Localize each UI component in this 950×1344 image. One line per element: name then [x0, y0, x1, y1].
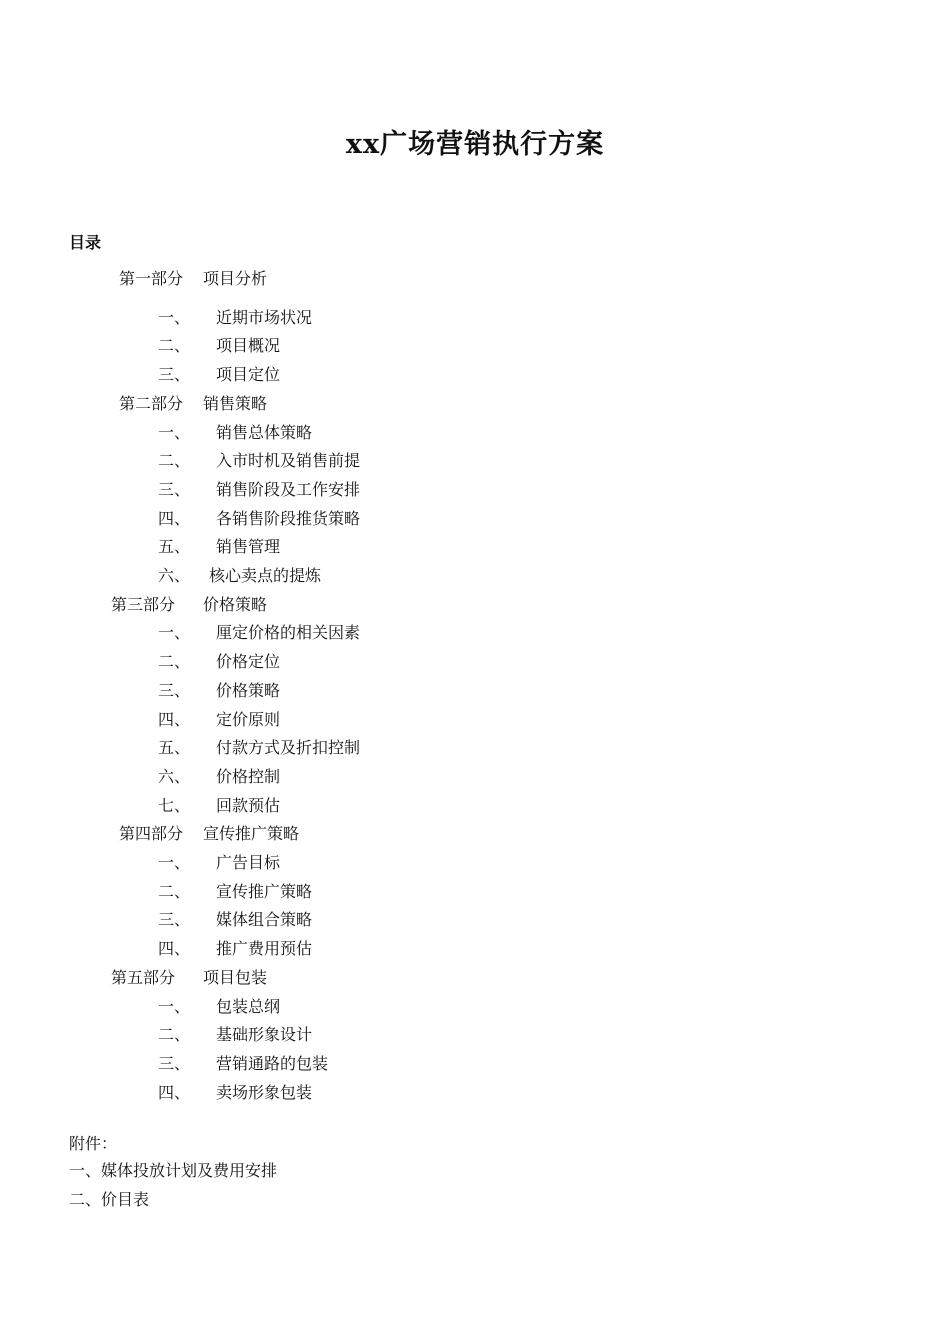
toc-number: 二、 [158, 882, 191, 901]
toc-number: 三、 [158, 910, 191, 929]
toc-number: 三、 [158, 1054, 191, 1073]
toc-number: 一、 [158, 423, 191, 442]
toc-text: 销售总体策略 [216, 423, 313, 442]
attachments-label: 附件： [69, 1134, 118, 1153]
toc-number: 四、 [158, 509, 191, 528]
toc-text: 入市时机及销售前提 [216, 451, 361, 470]
toc-text: 销售策略 [203, 394, 268, 413]
toc-text: 项目分析 [203, 269, 268, 288]
toc-text: 厘定价格的相关因素 [216, 623, 361, 642]
toc-number: 二、 [158, 451, 191, 470]
toc-text: 销售管理 [216, 537, 281, 556]
toc-text: 近期市场状况 [216, 308, 313, 327]
toc-text: 项目包装 [203, 968, 268, 987]
toc-number: 四、 [158, 1083, 191, 1102]
toc-text: 营销通路的包装 [216, 1054, 329, 1073]
toc-number: 第五部分 [111, 968, 176, 987]
toc-text: 媒体组合策略 [216, 910, 313, 929]
toc-number: 二、 [158, 652, 191, 671]
toc-text: 基础形象设计 [216, 1025, 313, 1044]
toc-number: 第四部分 [119, 824, 184, 843]
toc-text: 回款预估 [216, 796, 281, 815]
toc-text: 付款方式及折扣控制 [216, 738, 361, 757]
toc-number: 四、 [158, 710, 191, 729]
toc-number: 二、 [158, 336, 191, 355]
attachment-item: 一、媒体投放计划及费用安排 [69, 1161, 278, 1180]
toc-number: 三、 [158, 365, 191, 384]
toc-number: 七、 [158, 796, 191, 815]
toc-number: 六、 [158, 767, 191, 786]
toc-text: 推广费用预估 [216, 939, 313, 958]
toc-number: 二、 [158, 1025, 191, 1044]
toc-text: 广告目标 [216, 853, 281, 872]
toc-text: 项目定位 [216, 365, 281, 384]
toc-number: 第二部分 [119, 394, 184, 413]
toc-number: 一、 [158, 997, 191, 1016]
toc-text: 价格策略 [216, 681, 281, 700]
toc-text: 销售阶段及工作安排 [216, 480, 361, 499]
toc-text: 宣传推广策略 [203, 824, 300, 843]
toc-text: 价格定位 [216, 652, 281, 671]
toc-text: 包装总纲 [216, 997, 281, 1016]
toc-number: 第一部分 [119, 269, 184, 288]
toc-number: 一、 [158, 853, 191, 872]
toc-text: 项目概况 [216, 336, 281, 355]
toc-number: 五、 [158, 738, 191, 757]
toc-number: 三、 [158, 681, 191, 700]
toc-number: 五、 [158, 537, 191, 556]
toc-text: 宣传推广策略 [216, 882, 313, 901]
toc-number: 六、 [158, 566, 191, 585]
attachment-item: 二、价目表 [69, 1190, 150, 1209]
toc-text: 定价原则 [216, 710, 281, 729]
document-title: xx广场营销执行方案 [345, 129, 605, 160]
toc-text: 各销售阶段推货策略 [216, 509, 361, 528]
toc-number: 第三部分 [111, 595, 176, 614]
toc-number: 四、 [158, 939, 191, 958]
toc-number: 一、 [158, 623, 191, 642]
toc-text: 核心卖点的提炼 [209, 566, 322, 585]
toc-text: 价格控制 [216, 767, 281, 786]
toc-number: 三、 [158, 480, 191, 499]
toc-text: 卖场形象包装 [216, 1083, 313, 1102]
toc-number: 一、 [158, 308, 191, 327]
toc-text: 价格策略 [203, 595, 268, 614]
toc-label: 目录 [69, 233, 102, 252]
